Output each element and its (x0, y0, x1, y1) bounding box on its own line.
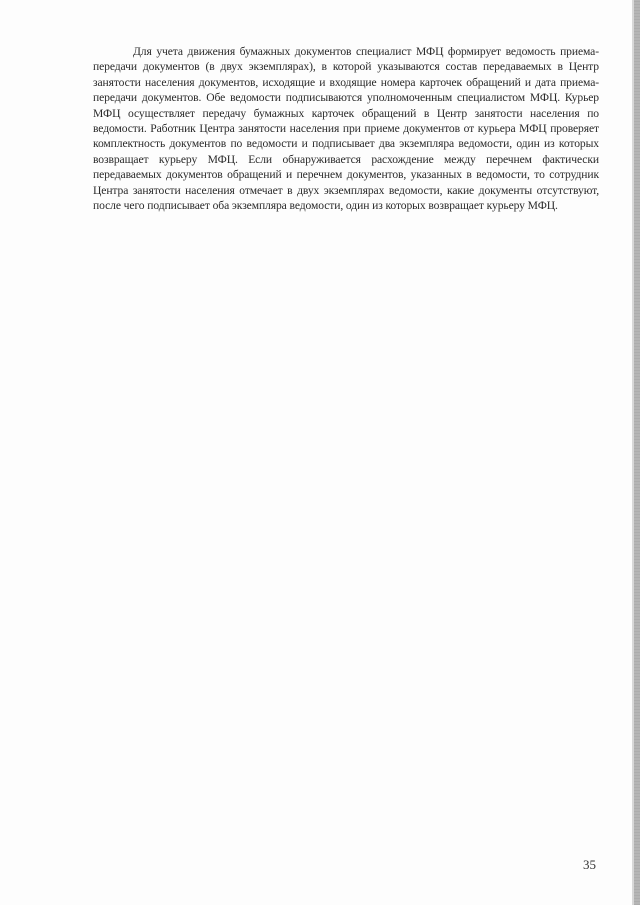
page-number: 35 (583, 857, 596, 872)
scan-edge-border (634, 0, 640, 905)
body-paragraph: Для учета движения бумажных документов специалист МФЦ формирует ведомость приема-передачи документов (в двух экземплярах), в которой указываются состав передаваемых в Центр занятости населения документов, исходящие и входящие номера карточек обращений и дата приема-передачи документов. Обе ведомости подписываются уполномоченным специалистом МФЦ. Курьер МФЦ осуществляет передачу бумажных карточек обращений в Центр занятости населения по ведомости. Работник Центра занятости населения при приеме документов от курьера МФЦ проверяет комплектность документов по ведомости и подписывает два экземпляра ведомости, один из которых возвращает курьеру МФЦ. Если обнаруживается расхождение между перечнем фактически передаваемых документов обращений и перечнем документов, указанных в ведомости, то сотрудник Центра занятости населения отмечает в двух экземплярах ведомости, какие документы отсутствуют, после чего подписывает оба экземпляра ведомости, один из которых возвращает курьеру МФЦ. (93, 45, 599, 213)
